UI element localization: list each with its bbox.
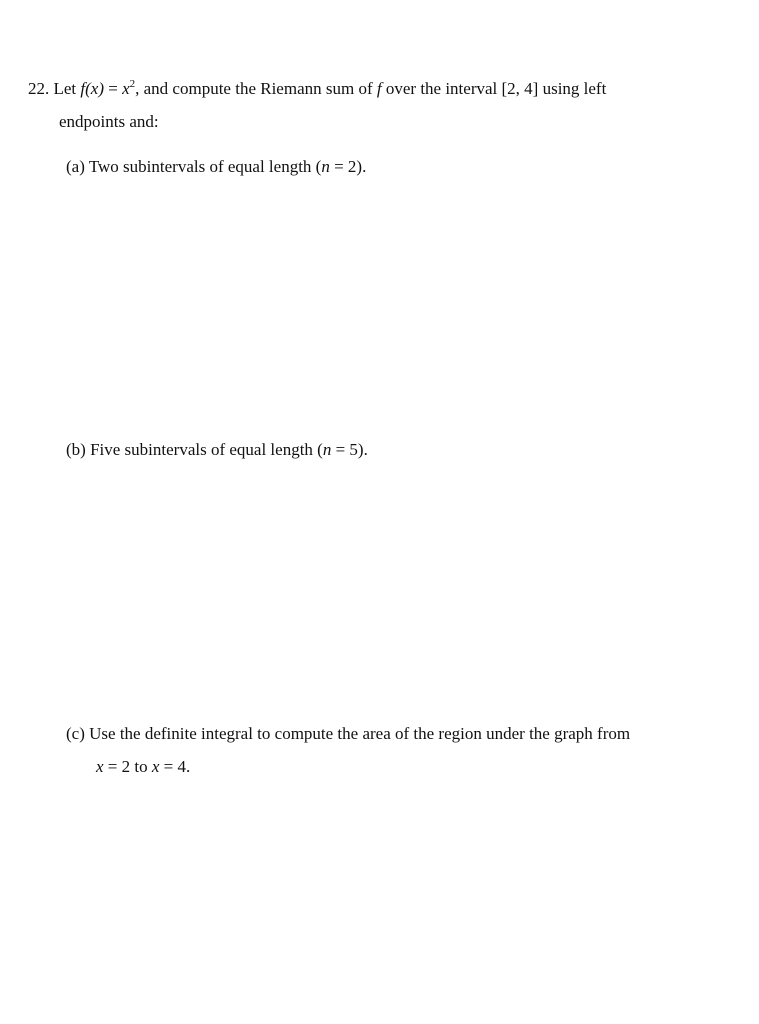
part-label: (b) <box>66 440 86 459</box>
problem-number: 22. <box>28 79 50 98</box>
problem-statement-line-1: 22. Let $f(x) = x^2$, and compute the Riemann sum of f over the interval [2, 4] using left <box>28 78 607 98</box>
problem-statement-line-2: endpoints and: <box>59 112 159 131</box>
part-c-line-1: (c) Use the definite integral to compute the area of the region under the graph from <box>66 724 631 743</box>
part-b: (b) Five subintervals of equal length (n = 5). <box>66 440 368 459</box>
part-a: (a) Two subintervals of equal length (n = 2). <box>66 157 367 176</box>
part-c-line-2: x = 2 to x = 4. <box>96 757 191 776</box>
function-notation: f(x) <box>80 79 104 98</box>
part-label: (a) <box>66 157 85 176</box>
part-label: (c) <box>66 724 85 743</box>
